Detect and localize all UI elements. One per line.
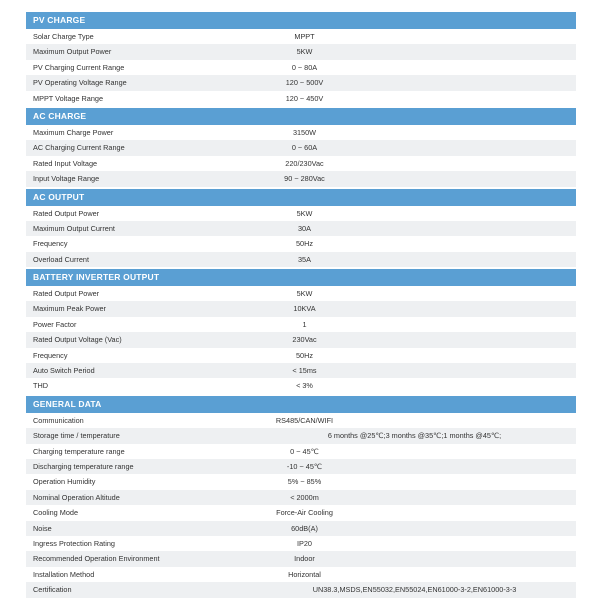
spec-label: Solar Charge Type (33, 32, 94, 41)
spec-label: Maximum Charge Power (33, 127, 114, 137)
spec-row (26, 521, 576, 536)
spec-label: Rated Input Voltage (33, 158, 98, 168)
spec-row (26, 301, 576, 316)
spec-label: Frequency (33, 239, 68, 249)
spec-label: MPPT Voltage Range (33, 93, 104, 103)
spec-row (26, 505, 576, 520)
spec-label: Nominal Operation Altitude (33, 492, 120, 502)
spec-row (26, 490, 576, 505)
spec-value: 5KW (296, 47, 313, 57)
spec-value: -10 ~ 45℃ (286, 461, 323, 471)
spec-value: 6 months @25℃;3 months @35℃;1 months @45℃; (327, 431, 502, 441)
spec-row (26, 221, 576, 236)
spec-label: Charging temperature range (33, 446, 125, 456)
spec-value: 120 ~ 500V (285, 78, 324, 88)
spec-row (26, 91, 576, 106)
spec-row (26, 236, 576, 251)
spec-label: Rated Output Power (33, 289, 100, 299)
spec-label: PV Operating Voltage Range (33, 78, 127, 88)
spec-value: 30A (298, 223, 311, 233)
spec-label: Input Voltage Range (33, 174, 100, 184)
spec-label: Auto Switch Period (33, 366, 95, 376)
spec-label: Ingress Protection Rating (33, 538, 115, 548)
spec-value: 35A (298, 254, 311, 264)
spec-value: 0 ~ 60A (291, 143, 318, 153)
spec-label: Communication (33, 415, 84, 425)
spec-label: Discharging temperature range (33, 461, 134, 471)
spec-row (26, 551, 576, 566)
spec-row (26, 156, 576, 171)
spec-row (26, 413, 576, 428)
spec-label: Maximum Peak Power (33, 304, 106, 314)
spec-label: Operation Humidity (33, 477, 96, 487)
spec-value: 230Vac (292, 335, 317, 345)
spec-label: AC Charging Current Range (33, 143, 125, 153)
spec-value: 10KVA (293, 304, 316, 314)
spec-label: Rated Output Power (33, 208, 100, 218)
spec-row (26, 125, 576, 140)
spec-value: Force-Air Cooling (276, 508, 333, 518)
spec-row (26, 29, 576, 44)
spec-row (26, 363, 576, 378)
spec-label: Cooling Mode (33, 508, 79, 518)
spec-value: MPPT (294, 32, 315, 41)
spec-label: Overload Current (33, 254, 89, 264)
spec-label: Noise (33, 523, 52, 533)
spec-row (26, 567, 576, 582)
spec-row (26, 286, 576, 301)
spec-row (26, 348, 576, 363)
spec-row (26, 140, 576, 155)
spec-value: 5KW (296, 208, 313, 218)
spec-row (26, 474, 576, 489)
spec-value: < 3% (296, 381, 313, 391)
spec-sheet (26, 12, 576, 598)
section-header: GENERAL DATA (26, 396, 576, 413)
spec-value: 60dB(A) (291, 523, 318, 533)
spec-value: 5KW (296, 289, 313, 299)
section-header: AC CHARGE (26, 108, 576, 125)
spec-value: UN38.3,MSDS,EN55032,EN55024,EN61000-3-2,EN61000-3-3 (312, 585, 517, 595)
spec-row (26, 536, 576, 551)
spec-value: 50Hz (295, 350, 314, 360)
spec-value: < 15ms (292, 366, 317, 376)
section-header: BATTERY INVERTER OUTPUT (26, 269, 576, 286)
spec-row (26, 444, 576, 459)
spec-row (26, 459, 576, 474)
spec-value: 0 ~ 45℃ (290, 446, 319, 456)
section-header: AC OUTPUT (26, 189, 576, 206)
spec-value: 3150W (292, 127, 317, 137)
spec-label: Installation Method (33, 569, 95, 579)
spec-value: 5% ~ 85% (287, 477, 322, 487)
spec-row (26, 44, 576, 59)
spec-row (26, 60, 576, 75)
spec-row (26, 171, 576, 186)
spec-value: < 2000m (290, 492, 319, 502)
spec-label: PV Charging Current Range (33, 62, 125, 72)
spec-label: Maximum Output Current (33, 223, 115, 233)
spec-label: Frequency (33, 350, 68, 360)
spec-label: Recommended Operation Environment (33, 554, 160, 564)
spec-value: 0 ~ 80A (291, 62, 318, 72)
section-header: PV CHARGE (26, 12, 576, 29)
spec-row (26, 252, 576, 267)
spec-row (26, 332, 576, 347)
spec-value: IP20 (296, 538, 312, 548)
spec-value: 50Hz (295, 239, 314, 249)
spec-value: 220/230Vac (285, 158, 324, 168)
spec-label: Rated Output Voltage (Vac) (33, 335, 122, 345)
spec-label: Maximum Output Power (33, 47, 112, 57)
spec-row (26, 317, 576, 332)
spec-label: Certification (33, 585, 72, 595)
spec-row (26, 75, 576, 90)
spec-value: Indoor (294, 554, 315, 564)
spec-row (26, 378, 576, 393)
spec-row (26, 428, 576, 443)
spec-value: 1 (302, 319, 307, 329)
spec-label: Storage time / temperature (33, 431, 120, 441)
spec-value: Horizontal (288, 569, 321, 579)
spec-value: 120 ~ 450V (285, 93, 324, 103)
spec-label: Power Factor (33, 319, 77, 329)
spec-label: THD (33, 381, 48, 391)
spec-row (26, 206, 576, 221)
spec-row (26, 582, 576, 597)
spec-value: 90 ~ 280Vac (284, 174, 325, 184)
spec-value: RS485/CAN/WIFI (275, 415, 334, 425)
